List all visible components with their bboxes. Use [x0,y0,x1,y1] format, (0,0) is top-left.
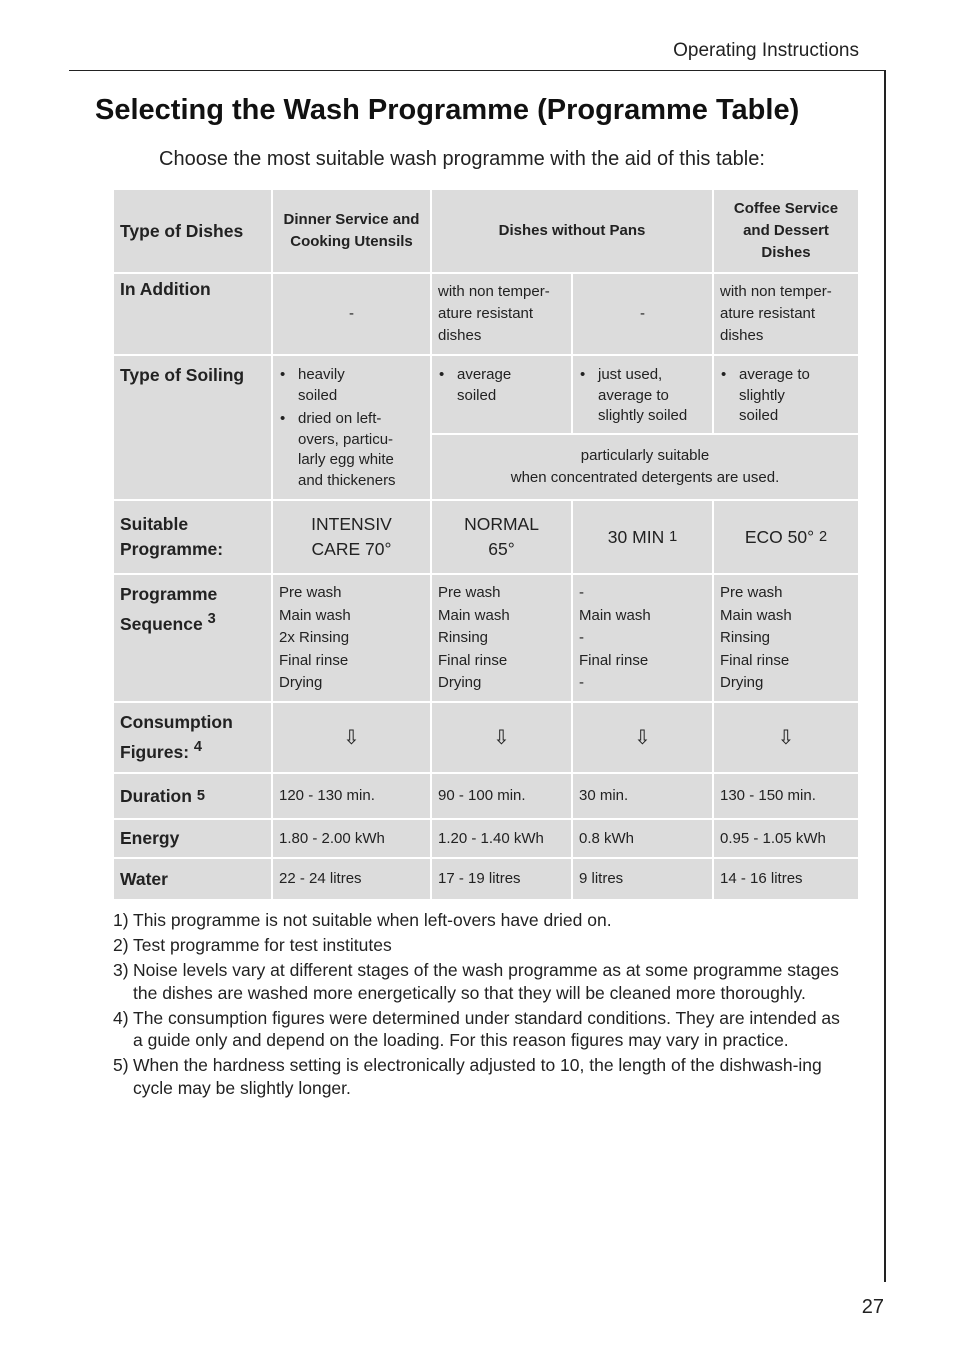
sequence-col2: Pre wash Main wash Rinsing Final rinse Drying [432,575,571,701]
header-rule [69,70,886,71]
duration-col4: 130 - 150 min. [714,774,858,818]
soiling-col2 [432,356,571,433]
programme-30-min: 30 MIN 1 [573,501,712,573]
duration-col3: 30 min. [573,774,712,818]
soiling-bullet: • average soiled [439,365,565,406]
page-title: Selecting the Wash Programme (Programme Table) [95,94,800,126]
row-label-water: Water [114,859,271,899]
footnote [113,1054,843,1099]
row-label-energy: Energy [114,820,271,857]
footnote-number: 3) [113,960,129,980]
programme-intensiv-care: INTENSIV CARE 70° [273,501,430,573]
footnote-number: 5) [113,1055,129,1075]
down-arrow-icon: ⇩ [573,703,712,772]
soiling-detergent-note: particularly suitable when concentrated detergents are used. [432,435,858,499]
soiling-bullet: • heavily soiled [280,365,424,406]
row-label-duration: Duration 5 [114,774,271,818]
page-number: 27 [861,1296,884,1318]
energy-col1: 1.80 - 2.00 kWh [273,820,430,857]
sequence-col4: Pre wash Main wash Rinsing Final rinse Drying [714,575,858,701]
footnote-ref: 1 [669,528,678,545]
footnote-ref: 5 [196,787,205,804]
soiling-bullet: • dried on left- overs, particu- larly egg white and thickeners [280,409,424,491]
down-arrow-icon: ⇩ [714,703,858,772]
soiling-col4 [714,356,858,433]
intro-text: Choose the most suitable wash programme with the aid of this table: [159,148,765,170]
energy-col4: 0.95 - 1.05 kWh [714,820,858,857]
down-arrow-icon: ⇩ [273,703,430,772]
water-col4: 14 - 16 litres [714,859,858,899]
footnote-ref: 2 [819,528,828,545]
row-label-in-addition: In Addition [114,274,271,354]
footnote-text: Test programme for test institutes [133,935,392,955]
footnote-number: 4) [113,1007,129,1028]
in-addition-col1: - [273,274,430,354]
footnote-text: Noise levels vary at different stages of the wash programme as at some programme stages the dishes are washed more energetically so that they will be cleaned more thoroughly. [133,960,839,1003]
footnote-text: This programme is not suitable when left-overs have dried on. [133,910,612,930]
footnote-number: 1) [113,910,129,930]
bullet-icon: • [280,366,286,383]
water-col2: 17 - 19 litres [432,859,571,899]
bullet-icon: • [721,366,727,383]
footnote-text: When the hardness setting is electronically adjusted to 10, the length of the dishwash-ing cycle may be slightly longer. [133,1055,822,1098]
footnote [113,959,843,1004]
dish-type-without-pans: Dishes without Pans [432,190,712,272]
soiling-bullet: • just used, average to slightly soiled [580,365,706,427]
in-addition-col2: with non temper- ature resistant dishes [432,274,571,354]
footnotes [113,909,843,1102]
row-label-programme-sequence: Programme Sequence $^3$ [114,575,271,701]
sequence-col3: - Main wash - Final rinse - [573,575,712,701]
dish-type-coffee-service: Coffee Service and Dessert Dishes [714,190,858,272]
energy-col2: 1.20 - 1.40 kWh [432,820,571,857]
footnote [113,934,843,957]
energy-col3: 0.8 kWh [573,820,712,857]
running-head: Operating Instructions [673,40,859,61]
footnote [113,1007,843,1052]
water-col1: 22 - 24 litres [273,859,430,899]
duration-col2: 90 - 100 min. [432,774,571,818]
footnote [113,909,843,932]
in-addition-col4: with non temper- ature resistant dishes [714,274,858,354]
programme-table [114,190,858,899]
soiling-col1 [273,356,430,499]
bullet-icon: • [439,366,445,383]
footnote-ref: 4 [193,739,203,755]
row-label-suitable-programme: Suitable Programme: [114,501,271,573]
footnote-text: The consumption figures were determined under standard conditions. They are intended as a guide only and depend on the loading. For this reason figures may vary in practice. [133,1007,840,1050]
down-arrow-icon: ⇩ [432,703,571,772]
dish-type-dinner-service: Dinner Service and Cooking Utensils [273,190,430,272]
row-label-consumption-figures: Consumption Figures: $^4$ [114,703,271,772]
programme-normal: NORMAL 65° [432,501,571,573]
footnote-number: 2) [113,935,129,955]
bullet-icon: • [580,366,586,383]
margin-rule [884,70,886,1282]
in-addition-col3: - [573,274,712,354]
duration-col1: 120 - 130 min. [273,774,430,818]
row-label-type-of-dishes: Type of Dishes [114,190,271,272]
water-col3: 9 litres [573,859,712,899]
soiling-col3 [573,356,712,433]
footnote-ref: 3 [207,611,216,627]
programme-eco-50: ECO 50° 2 [714,501,858,573]
bullet-icon: • [280,410,286,427]
soiling-bullet: • average to slightly soiled [721,365,852,427]
row-label-type-of-soiling: Type of Soiling [114,356,271,499]
sequence-col1: Pre wash Main wash 2x Rinsing Final rinse Drying [273,575,430,701]
